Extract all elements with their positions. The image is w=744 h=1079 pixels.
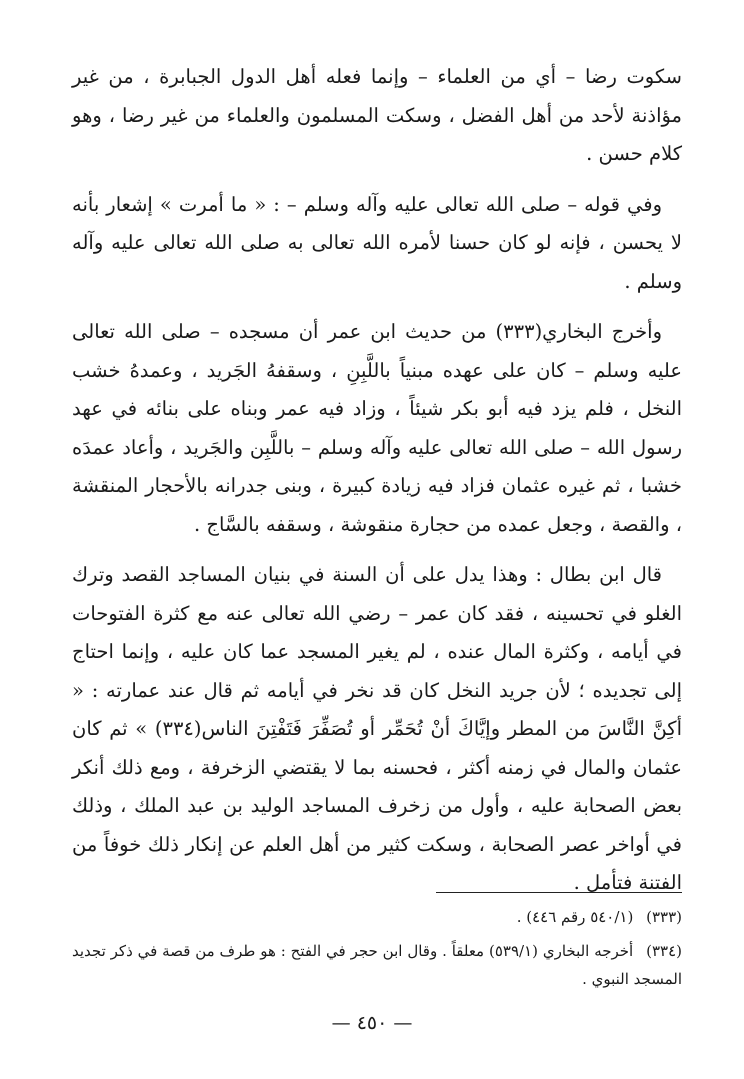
footnote-number: (٣٣٤) xyxy=(646,942,682,960)
paragraph-3: وأخرج البخاري(٣٣٣) من حديث ابن عمر أن مسجده – صلى الله تعالى عليه وسلم – كان على عهده مبنياً باللَّبِنِ ، وسقفهُ الجَريد ، وعمدهُ خشب النخل ، فلم يزد فيه أبو بكر شيئاً ، وزاد فيه عمر وبناه على بنائه في عهد رسول الله – صلى الله تعالى عليه وآله وسلم – باللَّبِن والجَريد ، وأعاد عمدَه خشبا ، ثم غيره عثمان فزاد فيه زيادة كبيرة ، وبنى جدرانه بالأحجار المنقشة ، والقصة ، وجعل عمده من حجارة منقوشة ، وسقفه بالسَّاج . xyxy=(72,320,682,536)
paragraph-2: وفي قوله – صلى الله تعالى عليه وآله وسلم – : « ما أمرت » إشعار بأنه لا يحسن ، فإنه لو كان حسنا لأمره الله تعالى به صلى الله تعالى عليه وآله وسلم . xyxy=(72,192,682,293)
footnote-333 xyxy=(72,903,682,931)
footnote-text: أخرجه البخاري (٥٣٩/١) معلقاً . وقال ابن حجر في الفتح : هو طرف من قصة في ذكر تجديد المسجد النبوي . xyxy=(72,942,682,988)
footnote-text: (٥٤٠/١ رقم ٤٤٦) . xyxy=(516,908,634,926)
footnote-number: (٣٣٣) xyxy=(646,908,682,926)
footnote-divider xyxy=(436,892,682,893)
paragraph-4: قال ابن بطال : وهذا يدل على أن السنة في بنيان المساجد القصد وترك الغلو في تحسينه ، فقد كان عمر – رضي الله تعالى عنه مع كثرة الفتوحات في أيامه ، وكثرة المال عنده ، لم يغير المسجد عما كان عليه ، وإنما احتاج إلى تجديده ؛ لأن جريد النخل كان قد نخر في أيامه ثم قال عند عمارته : « أكِنَّ النَّاسَ من المطر وإيَّاكَ أنْ تُحَمِّر أو تُصَفِّرَ فَتَفْتِنَ الناس(٣٣٤) » ثم كان عثمان والمال في زمنه أكثر ، فحسنه بما لا يقتضي الزخرفة ، ومع ذلك أنكر بعض الصحابة عليه ، وأول من زخرف المساجد الوليد بن عبد الملك ، وذلك في أواخر عصر الصحابة ، وسكت كثير من أهل العلم عن إنكار ذلك خوفاً من الفتنة فتأمل . xyxy=(72,563,683,894)
footnotes xyxy=(72,903,682,999)
footnote-334 xyxy=(72,937,682,993)
page-number: — ٤٥٠ — xyxy=(331,1012,413,1034)
main-text xyxy=(72,58,682,915)
paragraph-1: سكوت رضا – أي من العلماء – وإنما فعله أهل الدول الجبابرة ، من غير مؤاذنة لأحد من أهل الفضل ، وسكت المسلمون والعلماء من غير رضا ، وهو كلام حسن . xyxy=(72,65,682,165)
